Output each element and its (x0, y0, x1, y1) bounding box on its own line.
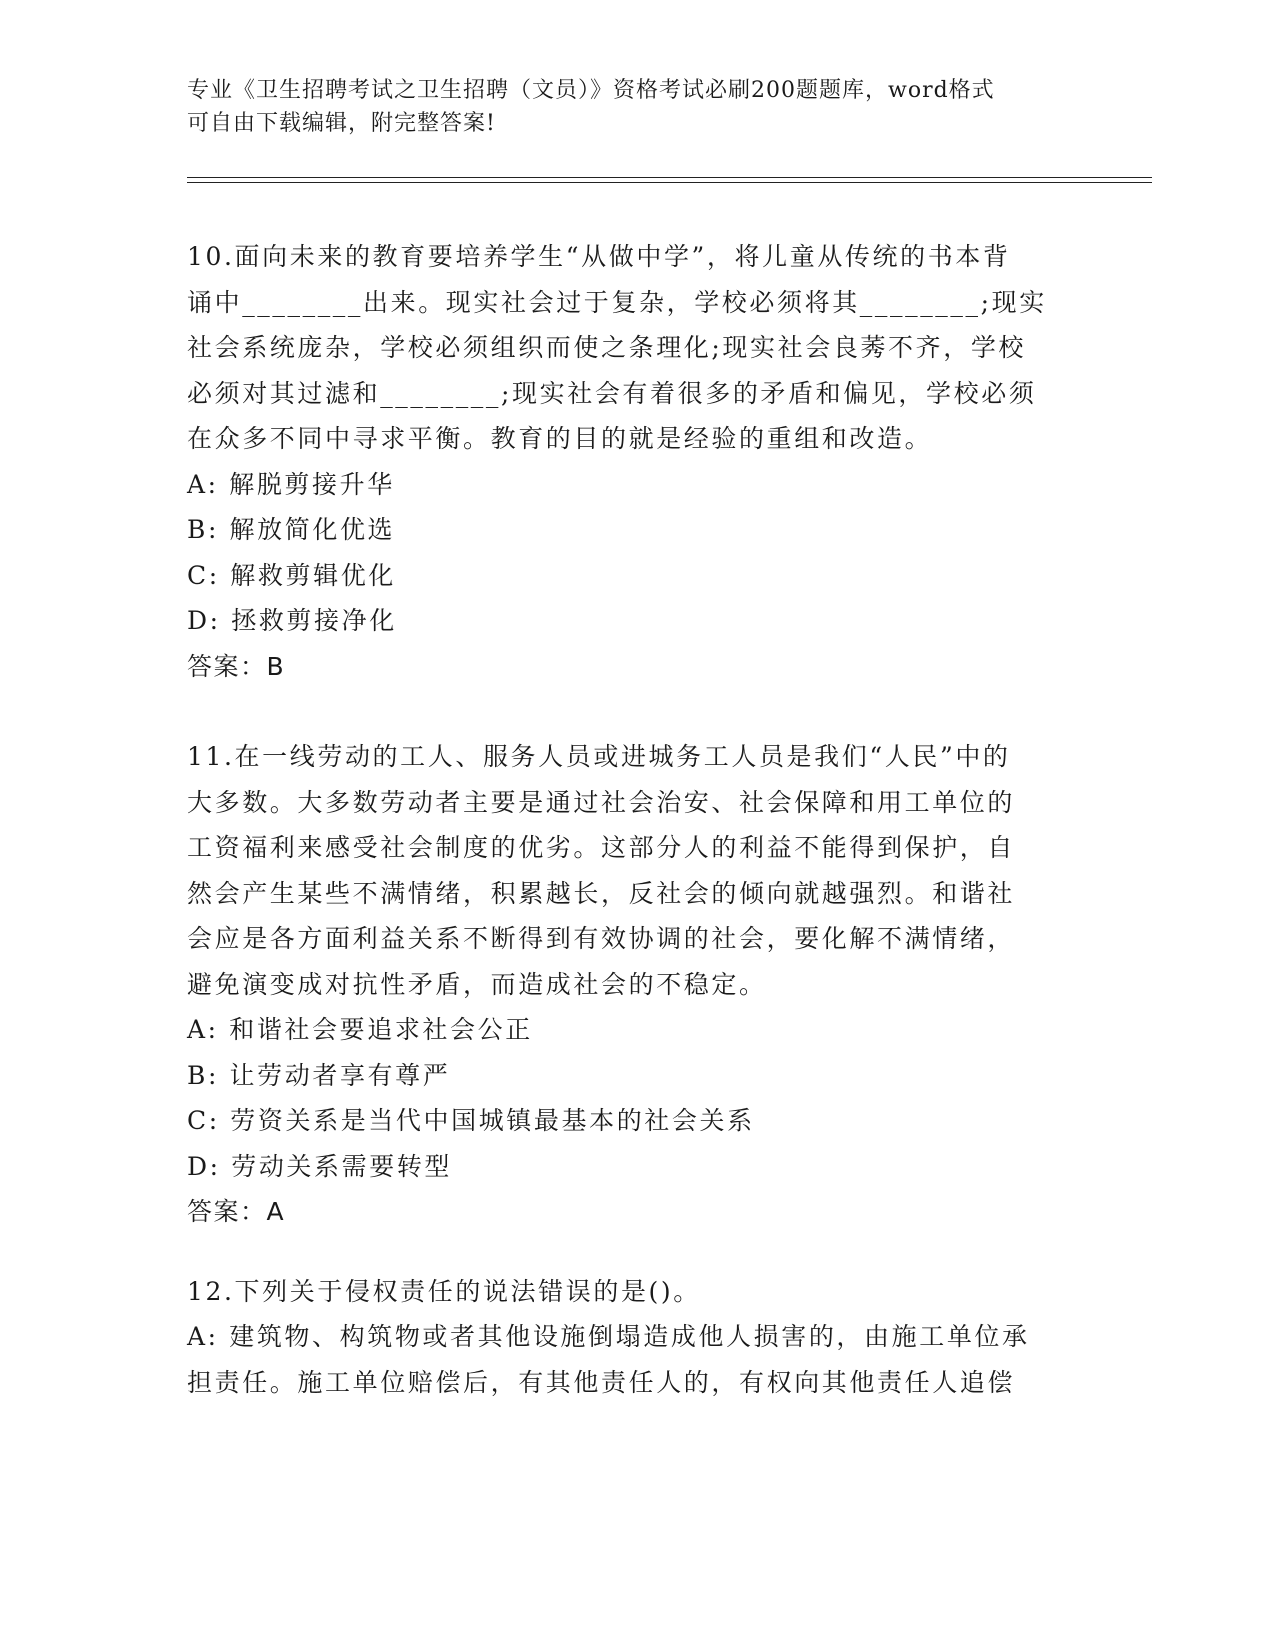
document-header (187, 74, 1067, 140)
answer-label: 答案：A (187, 1197, 286, 1226)
header-line-1: 专业《卫生招聘考试之卫生招聘（文员）》资格考试必刷200题题库，word格式 (187, 78, 995, 103)
stem-line: 然会产生某些不满情绪，积累越长，反社会的倾向就越强烈。和谐社 (187, 878, 1016, 908)
header-divider-top (187, 177, 1152, 178)
stem-line: 大多数。大多数劳动者主要是通过社会治安、社会保障和用工单位的 (187, 787, 1016, 817)
question-stem (187, 1269, 1087, 1315)
stem-line: 11.在一线劳动的工人、服务人员或进城务工人员是我们“人民”中的 (187, 742, 1011, 771)
option-a: A: 解脱剪接升华 (187, 469, 395, 499)
option-c: C: 劳资关系是当代中国城镇最基本的社会关系 (187, 1106, 755, 1135)
answer-label: 答案：B (187, 651, 286, 681)
question-spacer (187, 689, 1087, 734)
option-a: A: 和谐社会要追求社会公正 (187, 1015, 533, 1044)
stem-line: 会应是各方面利益关系不断得到有效协调的社会，要化解不满情绪， (187, 924, 1016, 953)
stem-line: 工资福利来感受社会制度的优劣。这部分人的利益不能得到保护，自 (187, 833, 1016, 862)
option-c: C: 解救剪辑优化 (187, 560, 396, 590)
question-stem (187, 734, 1087, 1007)
stem-line: 必须对其过滤和________;现实社会有着很多的矛盾和偏见，学校必须 (187, 378, 1037, 408)
option-b: B: 解放简化优选 (187, 515, 396, 544)
question-10 (187, 234, 1087, 689)
option-d: D: 拯救剪接净化 (187, 606, 397, 635)
question-11 (187, 734, 1087, 1235)
option-line: A: 建筑物、构筑物或者其他设施倒塌造成他人损害的，由施工单位承 (187, 1322, 1030, 1351)
header-line-2: 可自由下载编辑，附完整答案! (187, 111, 496, 136)
option-d: D: 劳动关系需要转型 (187, 1151, 453, 1181)
question-spacer (187, 1235, 1087, 1269)
question-12 (187, 1269, 1087, 1406)
question-stem (187, 234, 1087, 462)
stem-line: 诵中________出来。现实社会过于复杂，学校必须将其________;现实 (187, 287, 1047, 317)
stem-line: 避免演变成对抗性矛盾，而造成社会的不稳定。 (187, 969, 767, 999)
stem-line: 在众多不同中寻求平衡。教育的目的就是经验的重组和改造。 (187, 424, 933, 453)
option-line: 担责任。施工单位赔偿后，有其他责任人的，有权向其他责任人追偿 (187, 1367, 1016, 1397)
question-list (187, 234, 1087, 1405)
header-divider-bottom (187, 182, 1152, 183)
stem-line: 12.下列关于侵权责任的说法错误的是()。 (187, 1276, 701, 1306)
stem-line: 10.面向未来的教育要培养学生“从做中学”，将儿童从传统的书本背 (187, 242, 1011, 271)
stem-line: 社会系统庞杂，学校必须组织而使之条理化;现实社会良莠不齐，学校 (187, 333, 1027, 362)
option-b: B: 让劳动者享有尊严 (187, 1060, 451, 1090)
option-a (187, 1314, 1087, 1405)
